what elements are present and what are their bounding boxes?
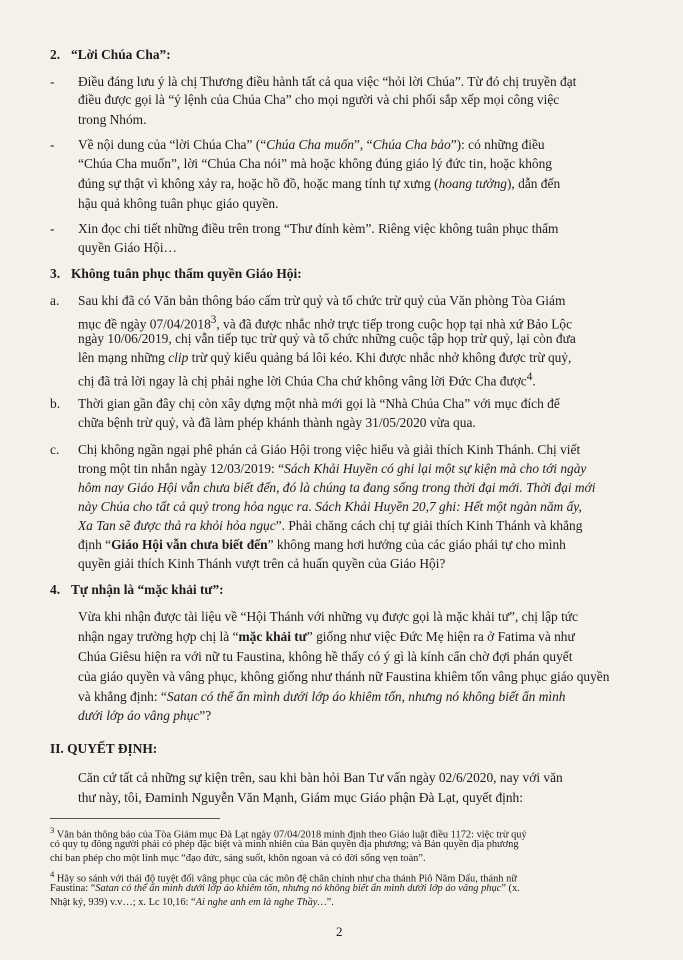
bullet: - [50,74,55,89]
footnote-4: $^4$ Hãy so sánh với thái độ tuyệt đối vâng phục của các môn đệ chân chính như cha thánh Piô Năm Dấu, thánh nữ [50,869,517,885]
heading-2-num: 2. [50,47,61,62]
body-line: chị đã trả lời ngay là chị phải nghe lời Chúa Cha chứ không vâng lời Đức Cha được$^4$. [78,371,536,389]
body-line: Về nội dung của “lời Chúa Cha” (“Chúa Cha muốn”, “Chúa Cha bảo”): có những điều [78,137,545,152]
bullet: - [50,137,55,152]
heading-4-num: 4. [50,582,61,597]
bullet: - [50,221,55,236]
body-line: “Chúa Cha muốn”, lời “Chúa Cha nói” mà hoặc không đúng giáo lý đức tin, hoặc không [78,156,552,171]
body-line: Thời gian gần đây chị còn xây dựng một nhà mới gọi là “Nhà Chúa Cha” với mục đích để [78,396,560,411]
body-line: hậu quả không tuân phục giáo quyền. [78,196,279,211]
footnote-3: $^3$ Văn bản thông báo của Tòa Giám mục Đà Lạt ngày 07/04/2018 minh định theo Giáo luật điều 1172: việc trừ quỷ [50,825,527,841]
body-line: trong Nhóm. [78,112,147,127]
footnote-line: Faustina: “Satan có thể ẩn mình dưới lớp áo khiêm tốn, nhưng nó không biết ẩn mình dưới lớp áo vâng phục” (x. [50,883,520,894]
body-line: trong một tin nhắn ngày 12/03/2019: “Sách Khải Huyền có ghi lại một sự kiện mà cho tới ngày [78,461,587,476]
body-line: Chúa Giêsu hiện ra với nữ tu Faustina, không hề thấy có ý gì là kính cẩn chờ đợi phán quyết [78,649,573,664]
body-line: điều được gọi là “ý lệnh của Chúa Cha” cho mọi người và chi phối sắp xếp mọi công việc [78,92,560,107]
item-letter: a. [50,293,60,308]
body-line: và khẳng định: “Satan có thể ẩn mình dưới lớp áo khiêm tốn, nhưng nó không biết ẩn mình [78,689,566,704]
body-line: lên mạng những clip trừ quỷ kiểu quảng bá lôi kéo. Khi được nhắc nhở không được trừ quỷ, [78,350,572,365]
footnote-divider [50,818,220,819]
body-line: chữa bệnh trừ quỷ, và đã làm phép khánh thành ngày 31/05/2020 vừa qua. [78,415,476,430]
body-line: mục đề ngày 07/04/2018$^3$, và đã được nhắc nhở trực tiếp trong cuộc họp tại nhà xứ Bảo Lộc [78,314,573,332]
body-line: quyền Giáo Hội… [78,240,177,255]
heading-3-title: Không tuân phục thẩm quyền Giáo Hội: [71,266,302,281]
body-line: này Chúa cho tất cả quỷ trong hỏa ngục ra. Sách Khải Huyền 20,7 ghi: Hết một ngàn năm ấy, [78,499,582,514]
body-line: của giáo quyền và vâng phục, không giống như thánh nữ Faustina khiêm tốn vâng phục giáo quyền [78,669,610,684]
body-line: quyền giải thích Kinh Thánh vượt trên cả huấn quyền của Giáo Hội? [78,556,446,571]
item-letter: c. [50,442,60,457]
body-line: Chị không ngần ngại phê phán cả Giáo Hội trong việc hiểu và giải thích Kinh Thánh. Chị viết [78,442,581,457]
footnote-line: Nhật ký, 939) v.v…; x. Lc 10,16: “Ai nghe anh em là nghe Thầy…”. [50,897,334,908]
body-line: hôm nay Giáo Hội vẫn chưa biết đến, đó là chúng ta đang sống trong thời đại mới. Thời đại mới [78,480,596,495]
section-ii-heading: II. QUYẾT ĐỊNH: [50,741,158,756]
footnote-line: chỉ ban phép cho một linh mục “đạo đức, sáng suốt, khôn ngoan và có đời sống vẹn toàn”. [50,853,426,864]
page-number: 2 [336,924,343,939]
body-line: Vừa khi nhận được tài liệu về “Hội Thánh với những vụ được gọi là mặc khải tư”, chị lập tức [78,609,578,624]
item-letter: b. [50,396,61,411]
body-line: Sau khi đã có Văn bản thông báo cấm trừ quỷ và tổ chức trừ quỷ của Văn phòng Tòa Giám [78,293,566,308]
footnote-line: có quy tụ đông người phải có phép đặc biệt và minh nhiên của Bản quyền địa phương; và Bản quyền địa phương [50,839,519,850]
heading-4-title: Tự nhận là “mặc khải tư”: [71,582,224,597]
body-line: thư này, tôi, Đaminh Nguyễn Văn Mạnh, Giám mục Giáo phận Đà Lạt, quyết định: [78,790,523,805]
body-line: dưới lớp áo vâng phục”? [78,708,212,723]
body-line: đúng sự thật vì không xảy ra, hoặc hồ đồ, hoặc mang tính tự xưng (hoang tưởng), dẫn đến [78,176,561,191]
body-line: nhận ngay trường hợp chị là “mặc khải tư” giống như việc Đức Mẹ hiện ra ở Fatima và như [78,629,575,644]
body-line: Xin đọc chi tiết những điều trên trong “Thư đính kèm”. Riêng việc không tuân phục thẩm [78,221,559,236]
body-line: Xa Tan sẽ được thả ra khỏi hỏa ngục”. Phải chăng cách chị tự giải thích Kinh Thánh và khẳng [78,518,583,533]
body-line: định “Giáo Hội vẫn chưa biết đến” không mang hơi hướng của các giáo phái tự cho mình [78,537,566,552]
body-line: Căn cứ tất cả những sự kiện trên, sau khi bàn hỏi Ban Tư vấn ngày 02/6/2020, nay với văn [78,770,563,785]
heading-2-title: “Lời Chúa Cha”: [71,47,171,62]
body-line: ngày 10/06/2019, chị vẫn tiếp tục trừ quỷ và tổ chức những cuộc tập họp trừ quỷ, lại còn đưa [78,331,576,346]
body-line: Điều đáng lưu ý là chị Thương điều hành tất cả qua việc “hỏi lời Chúa”. Từ đó chị truyền đạt [78,74,577,89]
heading-3-num: 3. [50,266,61,281]
